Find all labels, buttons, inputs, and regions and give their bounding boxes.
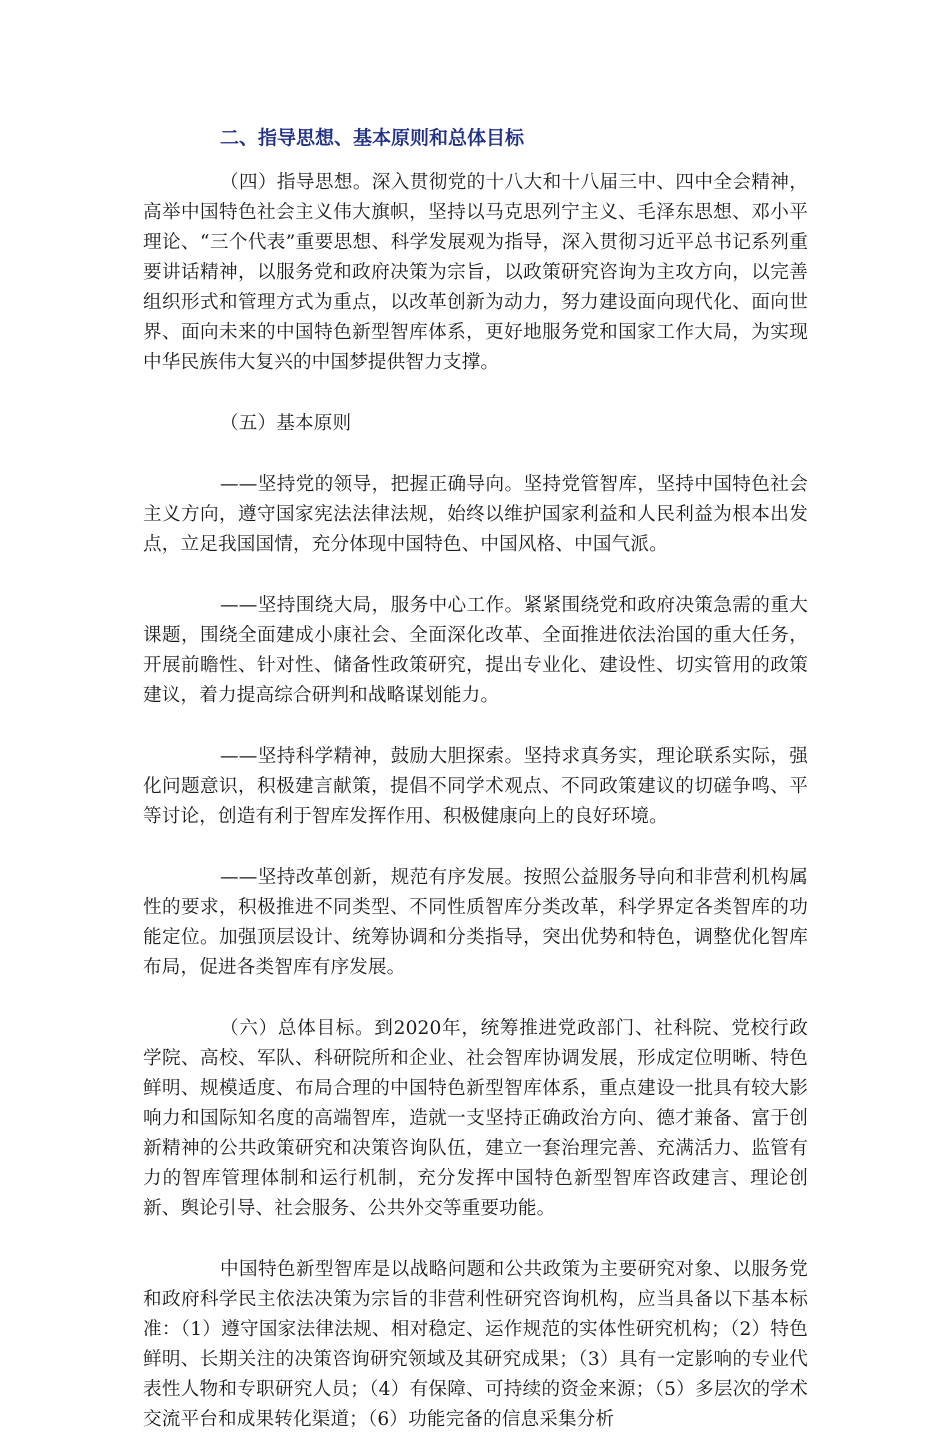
paragraph-guiding-ideology: （四）指导思想。深入贯彻党的十八大和十八届三中、四中全会精神，高举中国特色社会主义伟大旗帜，坚持以马克思列宁主义、毛泽东思想、邓小平理论、“三个代表”重要思想、科学发展观为指导，深入贯彻习近平总书记系列重要讲话精神，以服务党和政府决策为宗旨，以政策研究咨询为主攻方向，以完善组织形式和管理方式为重点，以改革创新为动力，努力建设面向现代化、面向世界、面向未来的中国特色新型智库体系，更好地服务党和国家工作大局，为实现中华民族伟大复兴的中国梦提供智力支撑。 <box>143 172 808 373</box>
paragraph-basic-principles-title: （五）基本原则 <box>220 413 352 434</box>
paragraph-think-tank-standards: 中国特色新型智库是以战略问题和公共政策为主要研究对象、以服务党和政府科学民主依法决策为宗旨的非营利性研究咨询机构，应当具备以下基本标准：（1）遵守国家法律法规、相对稳定、运作规范的实体性研究机构；（2）特色鲜明、长期关注的决策咨询研究领域及其研究成果；（3）具有一定影响的专业代表性人物和专职研究人员；（4）有保障、可持续的资金来源；（5）多层次的学术交流平台和成果转化渠道；（6）功能完备的信息采集分析 <box>143 1259 808 1430</box>
paragraph-principle-party-leadership: ——坚持党的领导，把握正确导向。坚持党管智库，坚持中国特色社会主义方向，遵守国家宪法法律法规，始终以维护国家利益和人民利益为根本出发点，立足我国国情，充分体现中国特色、中国风格、中国气派。 <box>143 474 808 555</box>
section-heading: 二、指导思想、基本原则和总体目标 <box>220 127 525 149</box>
document-page <box>143 124 808 1435</box>
paragraph-principle-reform-innovation: ——坚持改革创新，规范有序发展。按照公益服务导向和非营利机构属性的要求，积极推进不同类型、不同性质智库分类改革，科学界定各类智库的功能定位。加强顶层设计、统筹协调和分类指导，突出优势和特色，调整优化智库布局，促进各类智库有序发展。 <box>143 867 808 978</box>
paragraph-principle-scientific-spirit: ——坚持科学精神，鼓励大胆探索。坚持求真务实，理论联系实际，强化问题意识，积极建言献策，提倡不同学术观点、不同政策建议的切磋争鸣、平等讨论，创造有利于智库发挥作用、积极健康向上的良好环境。 <box>143 746 808 827</box>
paragraph-overall-goal: （六）总体目标。到2020年，统筹推进党政部门、社科院、党校行政学院、高校、军队、科研院所和企业、社会智库协调发展，形成定位明晰、特色鲜明、规模适度、布局合理的中国特色新型智库体系，重点建设一批具有较大影响力和国际知名度的高端智库，造就一支坚持正确政治方向、德才兼备、富于创新精神的公共政策研究和决策咨询队伍，建立一套治理完善、充满活力、监管有力的智库管理体制和运行机制，充分发挥中国特色新型智库咨政建言、理论创新、舆论引导、社会服务、公共外交等重要功能。 <box>143 1018 808 1219</box>
paragraph-principle-overall-situation: ——坚持围绕大局，服务中心工作。紧紧围绕党和政府决策急需的重大课题，围绕全面建成小康社会、全面深化改革、全面推进依法治国的重大任务，开展前瞻性、针对性、储备性政策研究，提出专业化、建设性、切实管用的政策建议，着力提高综合研判和战略谋划能力。 <box>143 595 808 706</box>
